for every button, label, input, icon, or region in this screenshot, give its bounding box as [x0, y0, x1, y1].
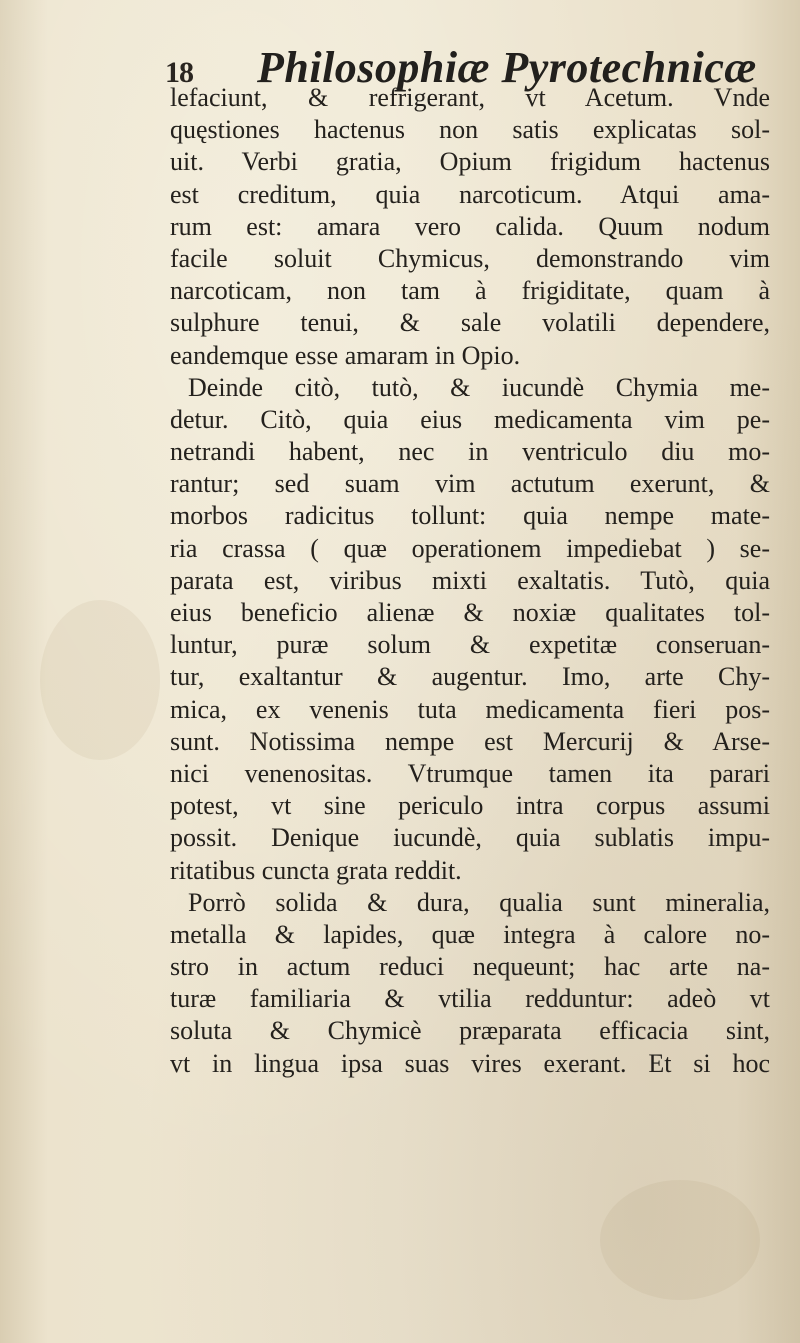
text-line: sunt. Notissima nempe est Mercurij & Arse-	[170, 726, 770, 756]
paper-stain	[600, 1180, 760, 1300]
text-line: facile soluit Chymicus, demonstrando vim	[170, 243, 770, 273]
text-line: Porrò solida & dura, qualia sunt mineralia,	[188, 887, 770, 917]
text-line: detur. Citò, quia eius medicamenta vim pe-	[170, 404, 770, 434]
text-line: metalla & lapides, quæ integra à calore no-	[170, 919, 770, 949]
text-line: potest, vt sine periculo intra corpus assumi	[170, 791, 770, 821]
text-line: eius beneficio alienæ & noxiæ qualitates tol-	[170, 598, 770, 627]
text-line: lefaciunt, & refrigerant, vt Acetum. Vnde	[170, 83, 770, 112]
text-line: ritatibus cuncta grata reddit.	[170, 855, 462, 885]
text-line: eandemque esse amaram in Opio.	[170, 340, 521, 370]
text-line: quęstiones hactenus non satis explicatas sol-	[170, 115, 770, 145]
text-line: morbos radicitus tollunt: quia nempe mate-	[170, 501, 770, 531]
text-line: nici venenositas. Vtrumque tamen ita parari	[170, 758, 770, 788]
text-line: soluta & Chymicè præparata efficacia sint,	[170, 1016, 770, 1046]
text-line: rantur; sed suam vim actutum exerunt, &	[170, 469, 770, 499]
page-number: 18	[165, 56, 193, 89]
text-line: sulphure tenui, & sale volatili dependere,	[170, 308, 770, 338]
text-line: ria crassa ( quæ operationem impediebat ) se-	[170, 533, 770, 563]
running-title: Philosophiæ Pyrotechnicæ	[257, 43, 757, 92]
text-line: est creditum, quia narcoticum. Atqui ama-	[170, 179, 770, 209]
paper-stain	[40, 600, 160, 760]
text-line: rum est: amara vero calida. Quum nodum	[170, 211, 770, 241]
text-line: stro in actum reduci nequeunt; hac arte na-	[170, 952, 770, 982]
text-line: netrandi habent, nec in ventriculo diu mo-	[170, 437, 770, 467]
text-line: Deinde citò, tutò, & iucundè Chymia me-	[188, 372, 770, 402]
text-line: turæ familiaria & vtilia redduntur: adeò vt	[170, 984, 770, 1014]
text-line: vt in lingua ipsa suas vires exerant. Et si hoc	[170, 1048, 770, 1078]
text-line: parata est, viribus mixti exaltatis. Tutò, quia	[170, 565, 770, 595]
text-line: uit. Verbi gratia, Opium frigidum hactenus	[170, 147, 770, 177]
text-line: narcoticam, non tam à frigiditate, quam à	[170, 276, 770, 306]
body-text	[170, 82, 770, 1080]
text-line: mica, ex venenis tuta medicamenta fieri pos-	[170, 694, 770, 724]
text-line: luntur, puræ solum & expetitæ conseruan-	[170, 630, 770, 660]
text-line: tur, exaltantur & augentur. Imo, arte Chy-	[170, 662, 770, 692]
text-line: possit. Denique iucundè, quia sublatis impu-	[170, 823, 770, 853]
